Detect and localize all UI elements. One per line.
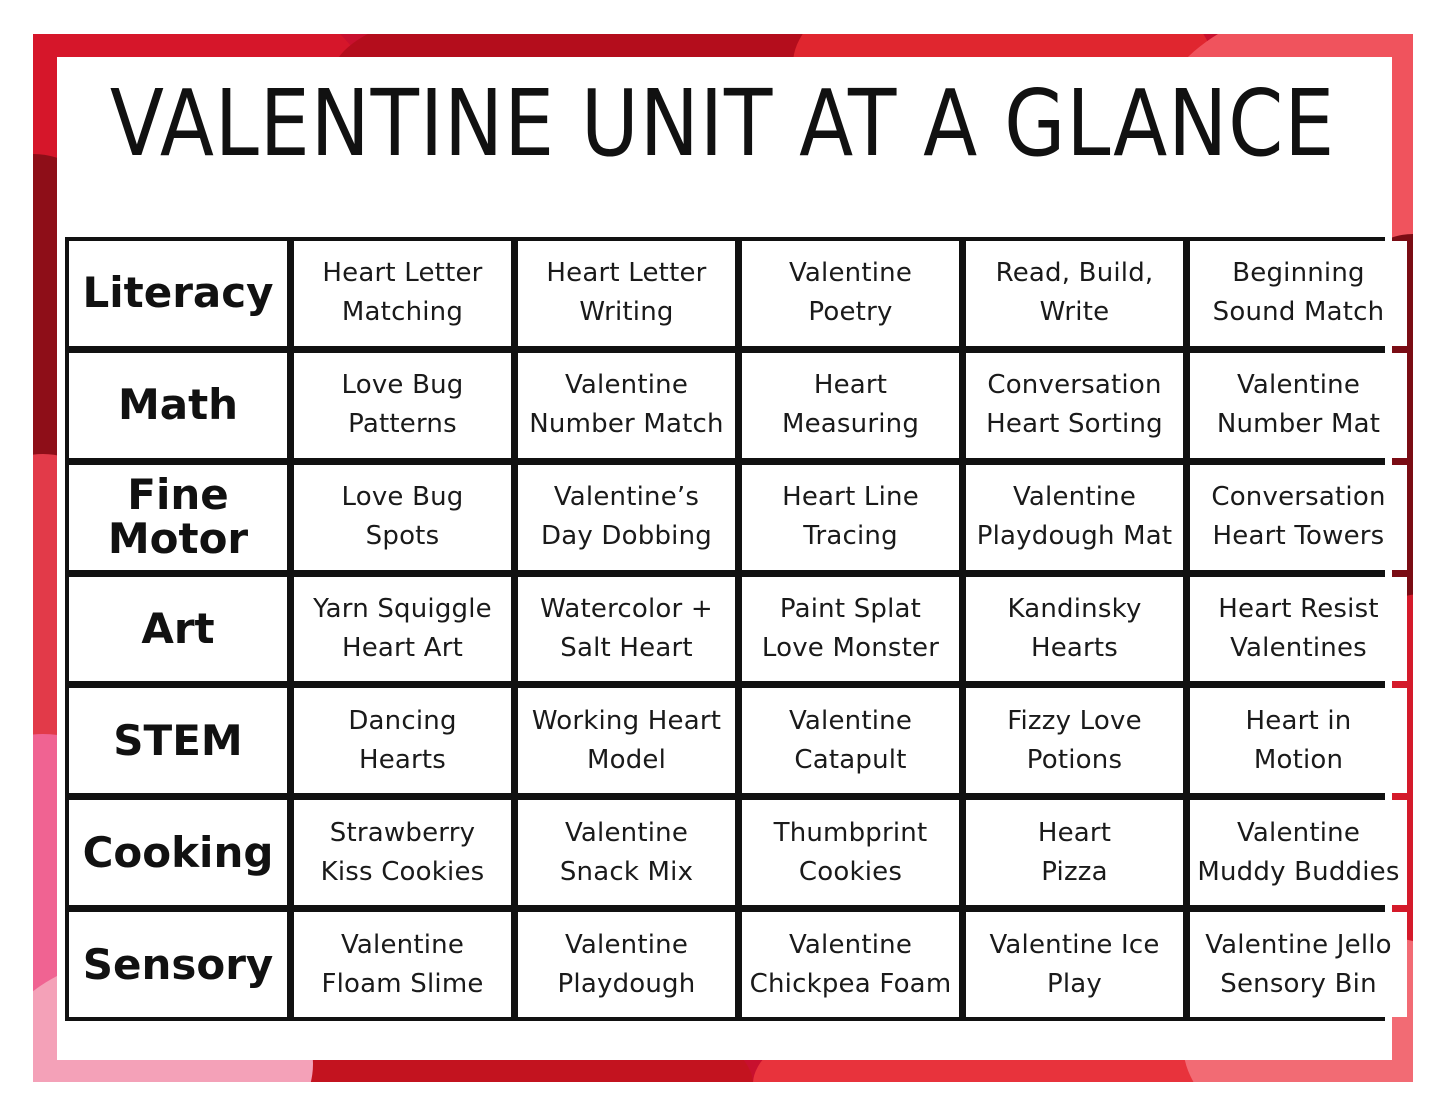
category-cell xyxy=(69,577,287,682)
activity-cell xyxy=(1190,688,1407,793)
activity-cell xyxy=(518,688,735,793)
page-title: VALENTINE UNIT AT A GLANCE xyxy=(109,70,1336,177)
activity-label: Read, Build, Write xyxy=(995,258,1154,328)
activity-label: Valentine’s Day Dobbing xyxy=(541,482,712,552)
activity-label: Heart in Motion xyxy=(1245,705,1352,775)
activity-label: Paint Splat Love Monster xyxy=(761,593,940,663)
activity-label: Working Heart Model xyxy=(531,705,722,775)
activity-label: Love Bug Spots xyxy=(341,482,464,552)
activity-cell xyxy=(966,353,1183,458)
category-cell xyxy=(69,241,287,346)
activity-cell xyxy=(966,241,1183,346)
activity-cell xyxy=(742,912,959,1017)
category-cell xyxy=(69,912,287,1017)
activity-label: Heart Measuring xyxy=(781,370,920,440)
activity-cell xyxy=(294,241,511,346)
category-label: Cooking xyxy=(82,827,274,877)
activity-label: Conversation Heart Sorting xyxy=(986,370,1163,440)
activity-cell xyxy=(294,577,511,682)
activity-label: Fizzy Love Potions xyxy=(1007,705,1142,775)
activity-label: Heart Line Tracing xyxy=(782,482,919,552)
activity-label: Valentine Number Mat xyxy=(1216,370,1381,440)
activity-label: Watercolor + Salt Heart xyxy=(540,593,713,663)
activity-label: Conversation Heart Towers xyxy=(1211,482,1386,552)
activity-cell xyxy=(1190,577,1407,682)
activity-label: Dancing Hearts xyxy=(348,705,457,775)
activity-label: Yarn Squiggle Heart Art xyxy=(313,593,492,663)
activity-label: Heart Pizza xyxy=(1037,817,1112,887)
activity-cell xyxy=(1190,912,1407,1017)
activity-label: Thumbprint Cookies xyxy=(773,817,928,887)
category-cell xyxy=(69,688,287,793)
category-label: Math xyxy=(117,380,239,430)
activity-cell xyxy=(742,577,959,682)
activity-label: Love Bug Patterns xyxy=(341,370,464,440)
activity-cell xyxy=(518,465,735,570)
activity-cell xyxy=(1190,465,1407,570)
activity-cell xyxy=(518,800,735,905)
activity-cell xyxy=(742,688,959,793)
activity-cell xyxy=(1190,241,1407,346)
activity-cell xyxy=(966,800,1183,905)
activity-cell xyxy=(1190,353,1407,458)
activity-label: Valentine Number Match xyxy=(529,370,724,440)
activity-cell xyxy=(742,353,959,458)
activity-cell xyxy=(966,912,1183,1017)
category-cell xyxy=(69,465,287,570)
activity-label: Valentine Catapult xyxy=(788,705,913,775)
activity-cell xyxy=(294,688,511,793)
activity-label: Valentine Ice Play xyxy=(989,929,1160,999)
activity-cell xyxy=(294,912,511,1017)
activity-label: Strawberry Kiss Cookies xyxy=(320,817,485,887)
activity-label: Heart Letter Matching xyxy=(322,258,483,328)
activity-label: Valentine Chickpea Foam xyxy=(749,929,952,999)
activity-label: Valentine Playdough Mat xyxy=(976,482,1173,552)
activity-label: Valentine Jello Sensory Bin xyxy=(1205,929,1392,999)
category-cell xyxy=(69,353,287,458)
activity-label: Heart Resist Valentines xyxy=(1218,593,1379,663)
category-label: Art xyxy=(141,603,215,653)
category-label: Fine Motor xyxy=(107,470,249,564)
activity-cell xyxy=(294,800,511,905)
category-label: Literacy xyxy=(82,268,274,318)
activity-cell xyxy=(742,800,959,905)
activity-cell xyxy=(966,688,1183,793)
activity-cell xyxy=(966,465,1183,570)
activity-cell xyxy=(518,577,735,682)
activity-label: Valentine Floam Slime xyxy=(321,929,484,999)
activity-cell xyxy=(1190,800,1407,905)
activity-cell xyxy=(966,577,1183,682)
activity-label: Valentine Playdough xyxy=(557,929,696,999)
activity-cell xyxy=(742,465,959,570)
activity-cell xyxy=(518,353,735,458)
category-cell xyxy=(69,800,287,905)
activity-cell xyxy=(294,465,511,570)
activity-cell xyxy=(294,353,511,458)
category-label: Sensory xyxy=(82,939,274,989)
activity-label: Valentine Snack Mix xyxy=(559,817,694,887)
activity-cell xyxy=(518,241,735,346)
category-label: STEM xyxy=(113,715,243,765)
activity-label: Kandinsky Hearts xyxy=(1007,593,1142,663)
activity-label: Valentine Muddy Buddies xyxy=(1197,817,1400,887)
activity-cell xyxy=(742,241,959,346)
activity-label: Valentine Poetry xyxy=(788,258,913,328)
activity-grid xyxy=(65,237,1400,1021)
activity-cell xyxy=(518,912,735,1017)
activity-label: Heart Letter Writing xyxy=(546,258,707,328)
activity-label: Beginning Sound Match xyxy=(1212,258,1385,328)
